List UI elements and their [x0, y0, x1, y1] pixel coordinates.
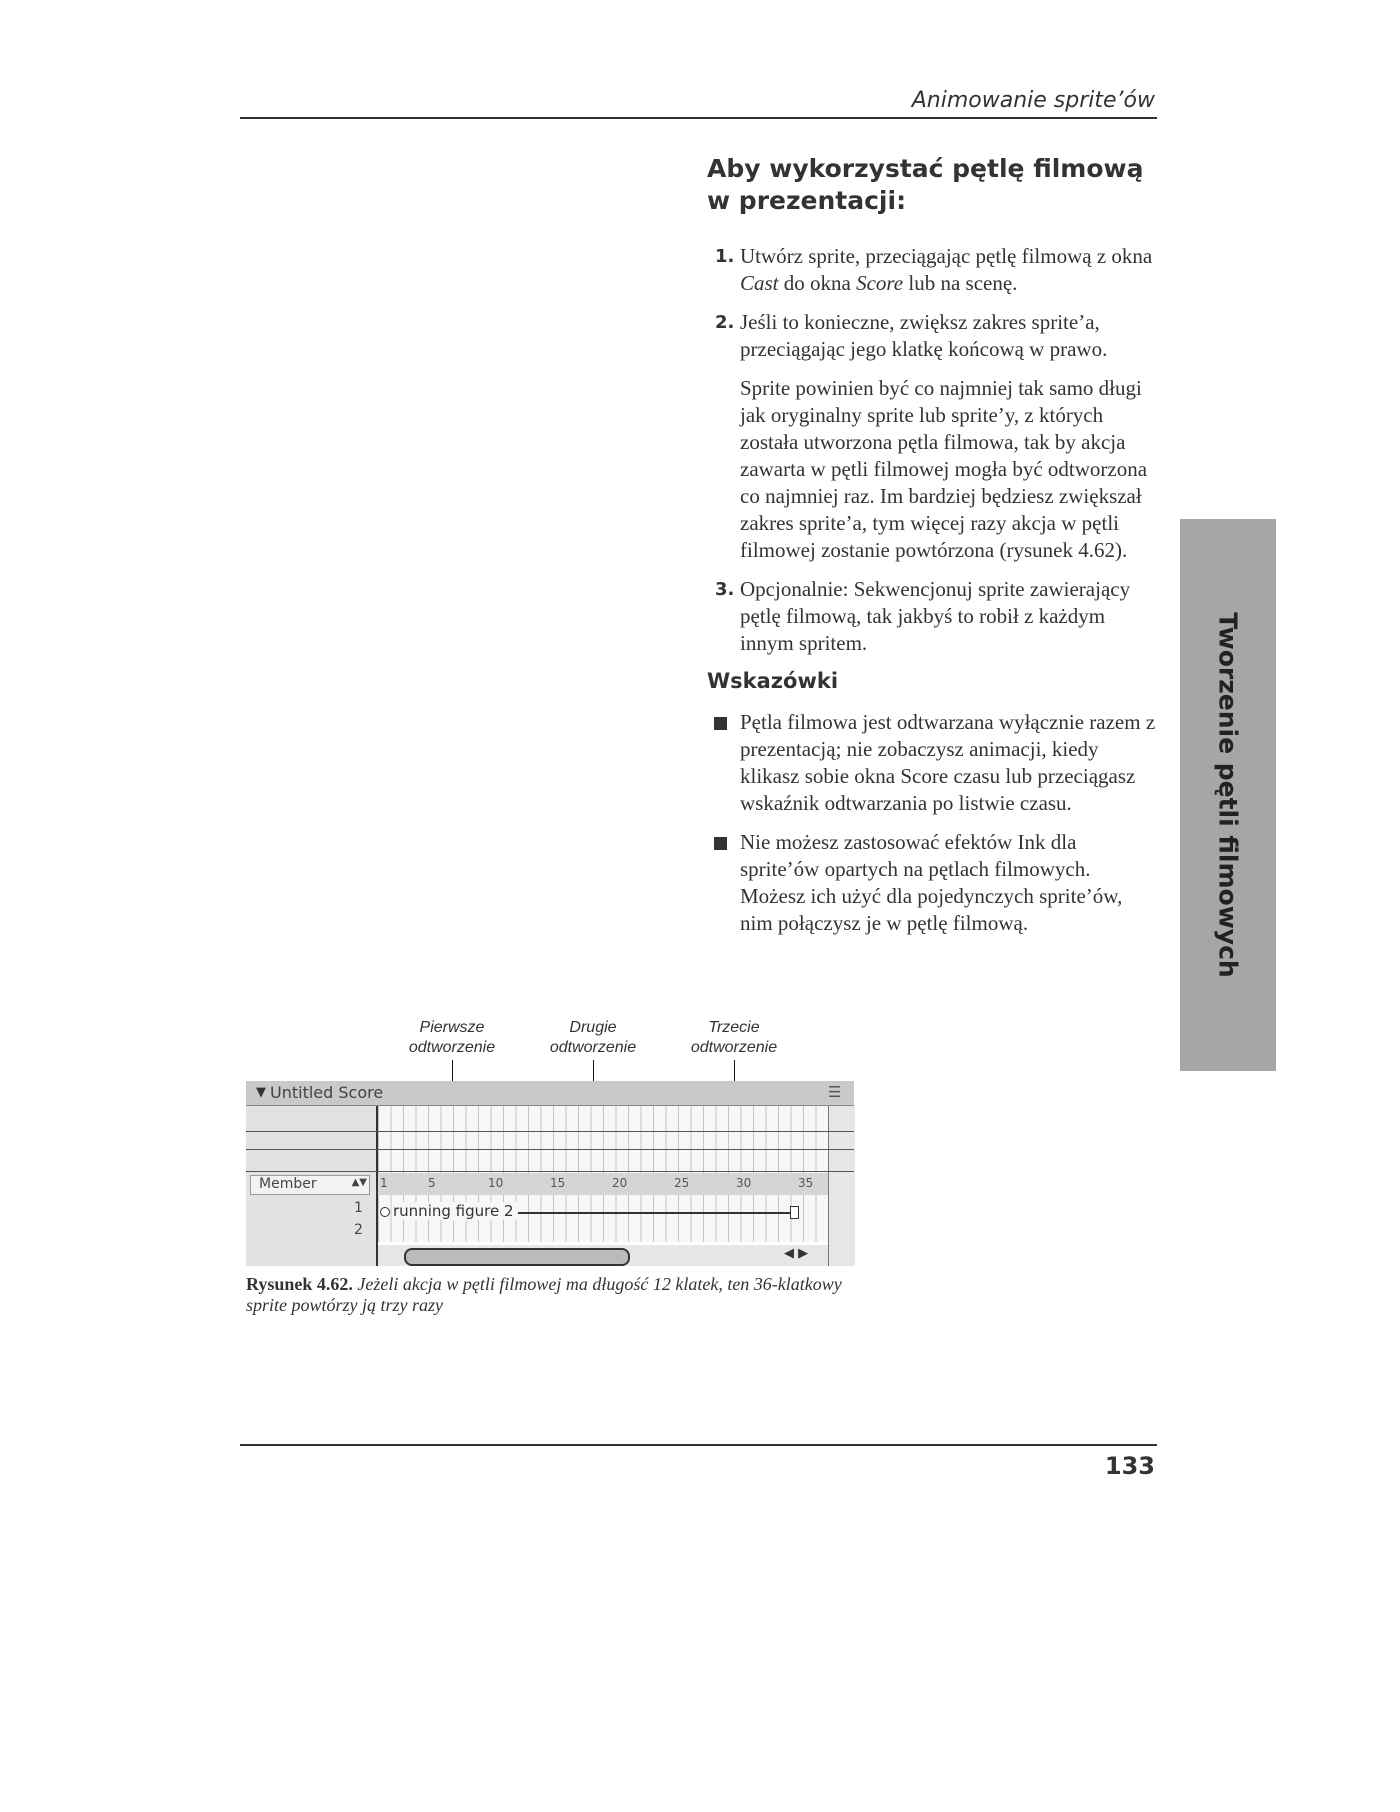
score-window [246, 1081, 854, 1266]
caption-text: Jeżeli akcja w pętli filmowej ma długość 12 klatek, ten 36-klatkowy sprite powtórzy ją trzy razy [246, 1274, 842, 1315]
section-heading-line2: w prezentacji: [707, 186, 907, 215]
step-text-end: lub na scenę. [903, 271, 1018, 295]
step-number: 3. [715, 579, 735, 600]
tip-2 [707, 829, 1157, 937]
callout-first-play [387, 1018, 517, 1058]
score-title: Untitled Score [270, 1083, 384, 1102]
frame-ruler[interactable] [378, 1173, 828, 1195]
step-2-explanation: Sprite powinien być co najmniej tak samo długi jak oryginalny sprite lub sprite’y, z których została utworzona pętla filmowa, tak by akcja zawarta w pętli filmowej mogła być odtworzona co najmniej raz. Im bardziej będziesz zwiększał zakres sprite’a, tym więcej razy akcja w pętli filmowej zostanie powtórzona (rysunek 4.62). [740, 376, 1148, 562]
display-mode-value: Member [259, 1176, 317, 1192]
chapter-side-tab [1180, 519, 1276, 1071]
updown-arrows-icon: ▲▼ [351, 1177, 367, 1188]
cast-term: Cast [740, 271, 779, 295]
ruler-tick: 35 [798, 1176, 814, 1190]
ruler-tick: 5 [428, 1176, 436, 1190]
horizontal-scrollbar[interactable] [378, 1245, 828, 1266]
tip-1 [707, 709, 1157, 817]
step-number: 2. [715, 312, 735, 333]
display-mode-select[interactable] [250, 1175, 370, 1195]
tip-text: Pętla filmowa jest odtwarzana wyłącznie razem z prezentacją; nie zobaczysz animacji, kiedy klikasz sobie okna Score czasu lub przeciągasz wskaźnik odtwarzania po listwie czasu. [740, 710, 1156, 815]
bullet-icon [714, 717, 727, 730]
bullet-icon [714, 837, 727, 850]
caption-label: Rysunek 4.62. [246, 1274, 353, 1294]
footer-rule [240, 1444, 1157, 1446]
chapter-side-tab-label: Tworzenie pętli filmowych [1213, 612, 1243, 978]
scroll-arrows-icon[interactable]: ◀ ▶ [784, 1246, 809, 1261]
header-rule [240, 117, 1157, 119]
sprite-duration-line [518, 1212, 790, 1214]
callout-line2: odtworzenie [408, 1039, 496, 1056]
callout-third-play [669, 1018, 799, 1058]
step-1 [707, 243, 1157, 297]
sprite-label: running figure 2 [393, 1202, 517, 1220]
step-text: Utwórz sprite, przeciągając pętlę filmową z okna [740, 244, 1153, 268]
callout-line1: Trzecie [708, 1019, 760, 1036]
collapse-triangle-icon[interactable]: ▼ [256, 1085, 266, 1100]
main-content [707, 153, 1157, 949]
row-divider [246, 1171, 854, 1172]
section-heading-line1: Aby wykorzystać pętlę filmową [707, 154, 1144, 183]
ruler-tick: 25 [674, 1176, 690, 1190]
tip-text: Nie możesz zastosować efektów Ink dla sprite’ów opartych na pętlach filmowych. Możesz ich użyć dla pojedynczych sprite’ów, nim połączysz je w pętlę filmową. [740, 830, 1123, 935]
step-text: Jeśli to konieczne, zwiększ zakres sprite’a, przeciągając jego klatkę końcową w prawo. [740, 310, 1108, 361]
score-titlebar [246, 1081, 854, 1106]
channel-number: 2 [354, 1222, 363, 1238]
channel-number: 1 [354, 1200, 363, 1216]
step-text-mid: do okna [778, 271, 857, 295]
section-heading [707, 153, 1157, 217]
running-head: Animowanie sprite’ów [911, 88, 1155, 113]
scrollbar-thumb[interactable] [404, 1248, 630, 1266]
row-divider [246, 1149, 854, 1150]
ruler-tick: 30 [736, 1176, 752, 1190]
sprite-start-keyframe-icon [380, 1207, 390, 1217]
ruler-tick: 20 [612, 1176, 628, 1190]
callout-line2: odtworzenie [690, 1039, 778, 1056]
callout-second-play [528, 1018, 658, 1058]
callout-line1: Drugie [569, 1019, 617, 1036]
step-3 [707, 576, 1157, 657]
ruler-tick: 10 [488, 1176, 504, 1190]
callout-line1: Pierwsze [419, 1019, 485, 1036]
page-number: 133 [1104, 1452, 1155, 1480]
sprite-span[interactable] [380, 1203, 800, 1221]
ruler-tick: 1 [380, 1176, 388, 1190]
figure-caption [246, 1274, 846, 1316]
tips-heading: Wskazówki [707, 669, 839, 693]
callout-line2: odtworzenie [549, 1039, 637, 1056]
step-text: Opcjonalnie: Sekwencjonuj sprite zawierający pętlę filmową, tak jakbyś to robił z każdym innym spritem. [740, 577, 1131, 655]
ruler-tick: 15 [550, 1176, 566, 1190]
panel-menu-icon[interactable]: ☰ [828, 1083, 842, 1101]
vertical-scroll-area[interactable] [828, 1106, 855, 1266]
score-term: Score [856, 271, 904, 295]
sprite-end-frame-handle[interactable] [790, 1206, 799, 1219]
row-divider [246, 1131, 854, 1132]
step-number: 1. [715, 246, 735, 267]
step-2 [707, 309, 1157, 363]
